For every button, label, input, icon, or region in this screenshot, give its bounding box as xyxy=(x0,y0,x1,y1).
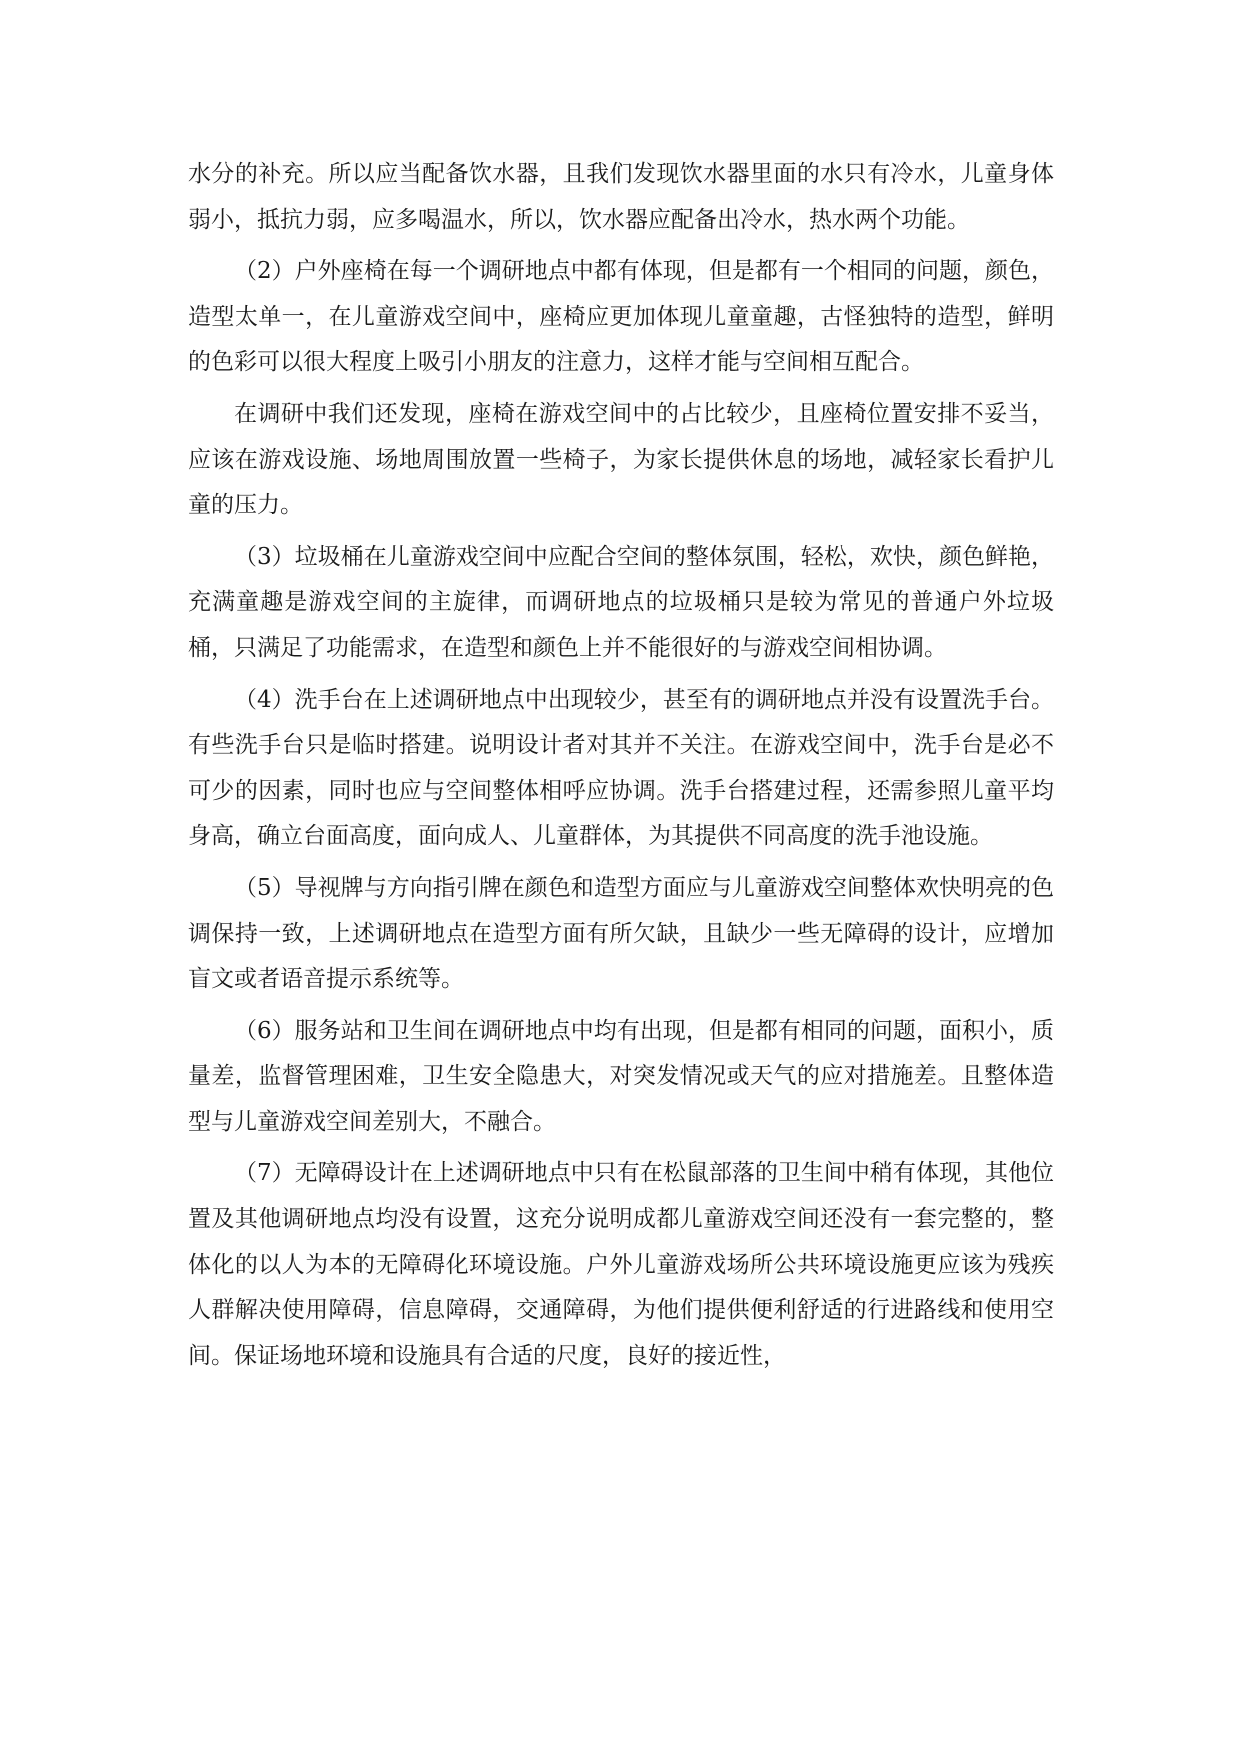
paragraph-trash-bins: （3）垃圾桶在儿童游戏空间中应配合空间的整体氛围，轻松，欢快，颜色鲜艳，充满童趣是游戏空间的主旋律，而调研地点的垃圾桶只是较为常见的普通户外垃圾桶，只满足了功能需求，在造型和颜色上并不能很好的与游戏空间相协调。 xyxy=(188,543,1054,661)
paragraph-drinking-fountain-continued: 水分的补充。所以应当配备饮水器，且我们发现饮水器里面的水只有冷水，儿童身体弱小，抵抗力弱，应多喝温水，所以，饮水器应配备出冷水，热水两个功能。 xyxy=(188,161,1054,233)
paragraph-service-station-restroom: （6）服务站和卫生间在调研地点中均有出现，但是都有相同的问题，面积小，质量差，监督管理困难，卫生安全隐患大，对突发情况或天气的应对措施差。且整体造型与儿童游戏空间差别大，不融合。 xyxy=(188,1017,1054,1135)
paragraph-hand-washing-station: （4）洗手台在上述调研地点中出现较少，甚至有的调研地点并没有设置洗手台。有些洗手台只是临时搭建。说明设计者对其并不关注。在游戏空间中，洗手台是必不可少的因素，同时也应与空间整体相呼应协调。洗手台搭建过程，还需参照儿童平均身高，确立台面高度，面向成人、儿童群体，为其提供不同高度的洗手池设施。 xyxy=(188,686,1054,850)
paragraph-signage: （5）导视牌与方向指引牌在颜色和造型方面应与儿童游戏空间整体欢快明亮的色调保持一致，上述调研地点在造型方面有所欠缺，且缺少一些无障碍的设计，应增加盲文或者语音提示系统等。 xyxy=(188,874,1054,993)
paragraph-seating-placement: 在调研中我们还发现，座椅在游戏空间中的占比较少，且座椅位置安排不妥当，应该在游戏设施、场地周围放置一些椅子，为家长提供休息的场地，减轻家长看护儿童的压力。 xyxy=(188,400,1054,519)
body-text xyxy=(188,152,1054,1379)
paragraph-barrier-free-design: （7）无障碍设计在上述调研地点中只有在松鼠部落的卫生间中稍有体现，其他位置及其他调研地点均没有设置，这充分说明成都儿童游戏空间还没有一套完整的，整体化的以人为本的无障碍化环境设施。户外儿童游戏场所公共环境设施更应该为残疾人群解决使用障碍，信息障碍，交通障碍，为他们提供便利舒适的行进路线和使用空间。保证场地环境和设施具有合适的尺度，良好的接近性， xyxy=(188,1160,1054,1369)
paragraph-outdoor-seating: （2）户外座椅在每一个调研地点中都有体现，但是都有一个相同的问题，颜色，造型太单一，在儿童游戏空间中，座椅应更加体现儿童童趣，古怪独特的造型，鲜明的色彩可以很大程度上吸引小朋友的注意力，这样才能与空间相互配合。 xyxy=(188,258,1054,376)
